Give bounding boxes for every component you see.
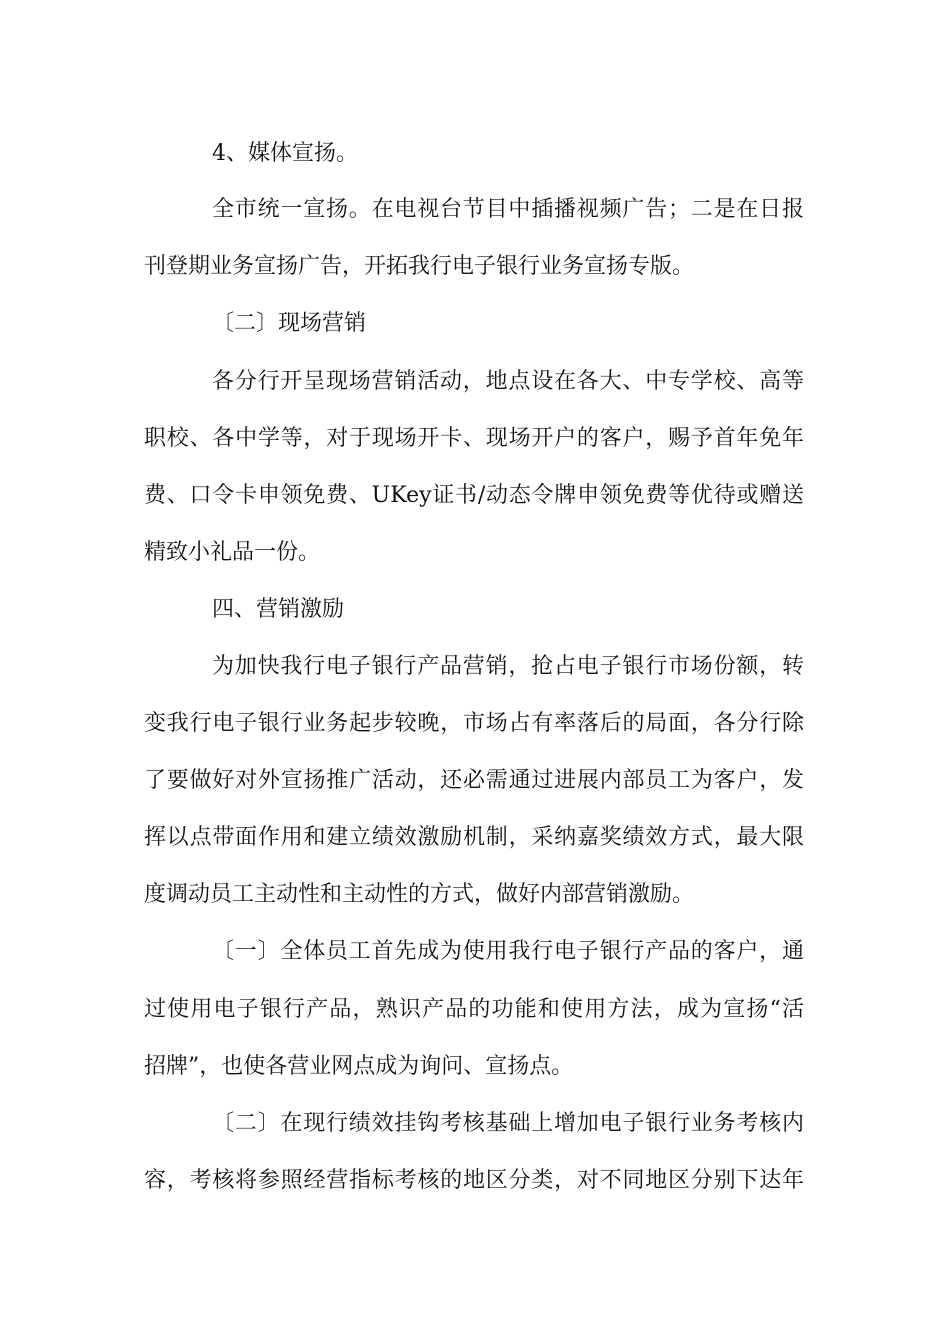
paragraph-line: 职校、各中学等，对于现场开卡、现场开户的客户，赐予首年免年 xyxy=(144,426,804,451)
paragraph-line: 变我行电子银行业务起步较晚，市场占有率落后的局面，各分行除 xyxy=(144,711,804,736)
section-heading-onsite-marketing: 〔二〕现场营销 xyxy=(212,311,367,336)
paragraph-line: 〔二〕在现行绩效挂钩考核基础上增加电子银行业务考核内 xyxy=(212,1111,804,1136)
paragraph-line: 容，考核将参照经营指标考核的地区分类，对不同地区分别下达年 xyxy=(144,1168,804,1193)
paragraph-line: 为加快我行电子银行产品营销，抢占电子银行市场份额，转 xyxy=(212,654,804,679)
paragraph-line: 〔一〕全体员工首先成为使用我行电子银行产品的客户，通 xyxy=(212,939,804,964)
paragraph-line: 过使用电子银行产品，熟识产品的功能和使用方法，成为宣扬“活 xyxy=(144,997,804,1022)
paragraph-line: 招牌”，也使各营业网点成为询问、宣扬点。 xyxy=(144,1054,574,1079)
paragraph-line: 刊登期业务宣扬广告，开拓我行电子银行业务宣扬专版。 xyxy=(144,254,695,279)
paragraph-line: 费、口令卡申领免费、UKey证书/动态令牌申领免费等优待或赠送 xyxy=(144,483,804,508)
paragraph-heading-media: 4、媒体宣扬。 xyxy=(212,141,358,166)
paragraph-line: 挥以点带面作用和建立绩效激励机制，采纳嘉奖绩效方式，最大限 xyxy=(144,825,804,850)
paragraph-line: 了要做好对外宣扬推广活动，还必需通过进展内部员工为客户，发 xyxy=(144,768,804,793)
paragraph-line: 精致小礼品一份。 xyxy=(144,540,321,565)
paragraph-line: 度调动员工主动性和主动性的方式，做好内部营销激励。 xyxy=(144,882,695,907)
paragraph-line: 全市统一宣扬。在电视台节目中插播视频广告；二是在日报 xyxy=(212,197,804,222)
paragraph-line: 各分行开呈现场营销活动，地点设在各大、中专学校、高等 xyxy=(212,369,804,394)
section-heading-marketing-incentives: 四、营销激励 xyxy=(212,597,345,622)
